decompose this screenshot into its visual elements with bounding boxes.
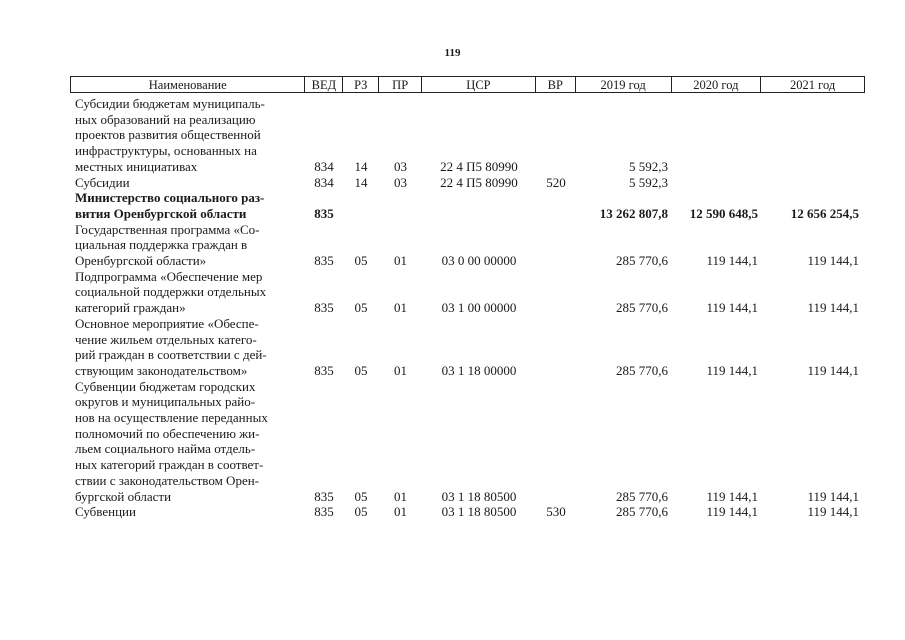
name-line: Оренбургской области» — [75, 253, 207, 269]
header-2019: 2019 год — [576, 77, 672, 92]
cell-name — [70, 379, 305, 505]
cell-2020: 119 144,1 — [706, 253, 758, 269]
cell-ved: 834 — [314, 158, 334, 174]
header-rz: РЗ — [343, 77, 379, 92]
table-header — [70, 76, 865, 93]
cell-2021: 119 144,1 — [807, 362, 859, 378]
cell-pr: 03 — [394, 158, 407, 174]
cell-2019: 285 770,6 — [616, 362, 668, 378]
cell-name — [70, 222, 305, 269]
header-name: Наименование — [71, 77, 305, 92]
name-line: рий граждан в соответствии с дей- — [75, 347, 267, 363]
cell-2021: 119 144,1 — [807, 300, 859, 316]
header-2021: 2021 год — [790, 78, 836, 92]
cell-pr: 01 — [394, 253, 407, 269]
cell-2019: 13 262 807,8 — [599, 205, 668, 221]
name-line: полномочий по обеспечению жи- — [75, 425, 260, 441]
cell-csr: 03 1 18 00000 — [441, 362, 517, 378]
cell-2021: 12 656 254,5 — [790, 205, 859, 221]
cell-pr: 03 — [394, 174, 407, 190]
name-line: проектов развития общественной — [75, 127, 261, 143]
cell-2019: 285 770,6 — [616, 253, 668, 269]
header-ved: ВЕД — [305, 77, 343, 92]
table-row — [70, 96, 865, 175]
name-line: Основное мероприятие «Обеспе- — [75, 315, 259, 331]
name-line: льем социального найма отдель- — [75, 441, 256, 457]
name-line: категорий граждан» — [75, 300, 186, 316]
cell-rz: 05 — [354, 362, 368, 378]
cell-2019: 5 592,3 — [629, 158, 668, 174]
name-line: Субвенции бюджетам городских — [75, 378, 256, 394]
cell-2020: 119 144,1 — [706, 488, 758, 504]
table-row — [70, 175, 865, 191]
cell-name — [70, 316, 305, 379]
name-line: ствующим законодательством» — [75, 362, 248, 378]
cell-2019: 285 770,6 — [616, 504, 668, 520]
name-line: округов и муниципальных райо- — [75, 394, 256, 410]
cell-name — [70, 96, 305, 175]
name-line: ных категорий граждан в соответ- — [75, 457, 264, 473]
cell-name — [70, 504, 305, 520]
name-line: Субсидии бюджетам муниципаль- — [75, 96, 265, 111]
name-line: социальной поддержки отдельных — [75, 284, 267, 300]
cell-pr: 01 — [394, 504, 407, 520]
header-vr: ВР — [536, 77, 576, 92]
cell-2019: 285 770,6 — [616, 300, 668, 316]
cell-csr: 22 4 П5 80990 — [440, 158, 518, 174]
header-2020: 2020 год — [672, 77, 762, 92]
name-line: Субсидии — [75, 174, 130, 190]
cell-csr: 03 1 00 00000 — [441, 300, 517, 316]
name-line: местных инициативах — [75, 158, 198, 174]
cell-rz: 14 — [354, 158, 368, 174]
cell-ved: 835 — [314, 205, 334, 221]
table-body — [70, 96, 865, 520]
name-line: ных образований на реализацию — [75, 111, 256, 127]
cell-2021: 119 144,1 — [807, 504, 859, 520]
cell-name — [70, 175, 305, 191]
name-line: нов на осуществление переданных — [75, 410, 268, 426]
name-line: бургской области — [75, 488, 172, 504]
name-line: ствии с законодательством Орен- — [75, 472, 260, 488]
cell-csr: 03 0 00 00000 — [441, 253, 517, 269]
table-row — [70, 222, 865, 269]
cell-csr: 03 1 18 80500 — [441, 488, 517, 504]
cell-rz: 14 — [354, 174, 368, 190]
cell-2021: 119 144,1 — [807, 488, 859, 504]
cell-name — [70, 269, 305, 316]
name-line: чение жильем отдельных катего- — [75, 331, 257, 347]
cell-csr: 03 1 18 80500 — [441, 504, 517, 520]
cell-2020: 12 590 648,5 — [689, 205, 758, 221]
cell-name — [70, 190, 305, 221]
header-pr: ПР — [379, 77, 422, 92]
cell-rz: 05 — [354, 253, 368, 269]
cell-2019: 5 592,3 — [629, 174, 668, 190]
cell-ved: 835 — [314, 300, 334, 316]
cell-2020: 119 144,1 — [706, 504, 758, 520]
cell-ved: 835 — [314, 504, 334, 520]
name-line: циальная поддержка граждан в — [75, 237, 248, 253]
cell-ved: 834 — [314, 174, 334, 190]
cell-ved: 835 — [314, 488, 334, 504]
cell-ved: 835 — [314, 253, 334, 269]
cell-2020: 119 144,1 — [706, 362, 758, 378]
name-line: Министерство социального раз- — [75, 190, 265, 206]
cell-ved: 835 — [314, 362, 334, 378]
page-number: 119 — [444, 47, 461, 59]
name-line: Государственная программа «Со- — [75, 221, 260, 237]
table-row — [70, 379, 865, 505]
table-row — [70, 190, 865, 221]
name-line: Подпрограмма «Обеспечение мер — [75, 268, 263, 284]
table-row — [70, 316, 865, 379]
cell-vr: 530 — [546, 504, 566, 520]
cell-csr: 22 4 П5 80990 — [440, 174, 518, 190]
cell-pr: 01 — [394, 300, 407, 316]
table-row — [70, 269, 865, 316]
cell-vr: 520 — [546, 174, 566, 190]
cell-pr: 01 — [394, 362, 407, 378]
cell-rz: 05 — [354, 300, 368, 316]
table-row — [70, 504, 865, 520]
name-line: Субвенции — [75, 504, 136, 520]
cell-rz: 05 — [354, 504, 368, 520]
cell-2019: 285 770,6 — [616, 488, 668, 504]
cell-rz: 05 — [354, 488, 368, 504]
cell-2021: 119 144,1 — [807, 253, 859, 269]
name-line: инфраструктуры, основанных на — [75, 143, 257, 159]
cell-2020: 119 144,1 — [706, 300, 758, 316]
name-line: вития Оренбургской области — [75, 205, 247, 221]
header-csr: ЦСР — [422, 77, 536, 92]
cell-pr: 01 — [394, 488, 407, 504]
